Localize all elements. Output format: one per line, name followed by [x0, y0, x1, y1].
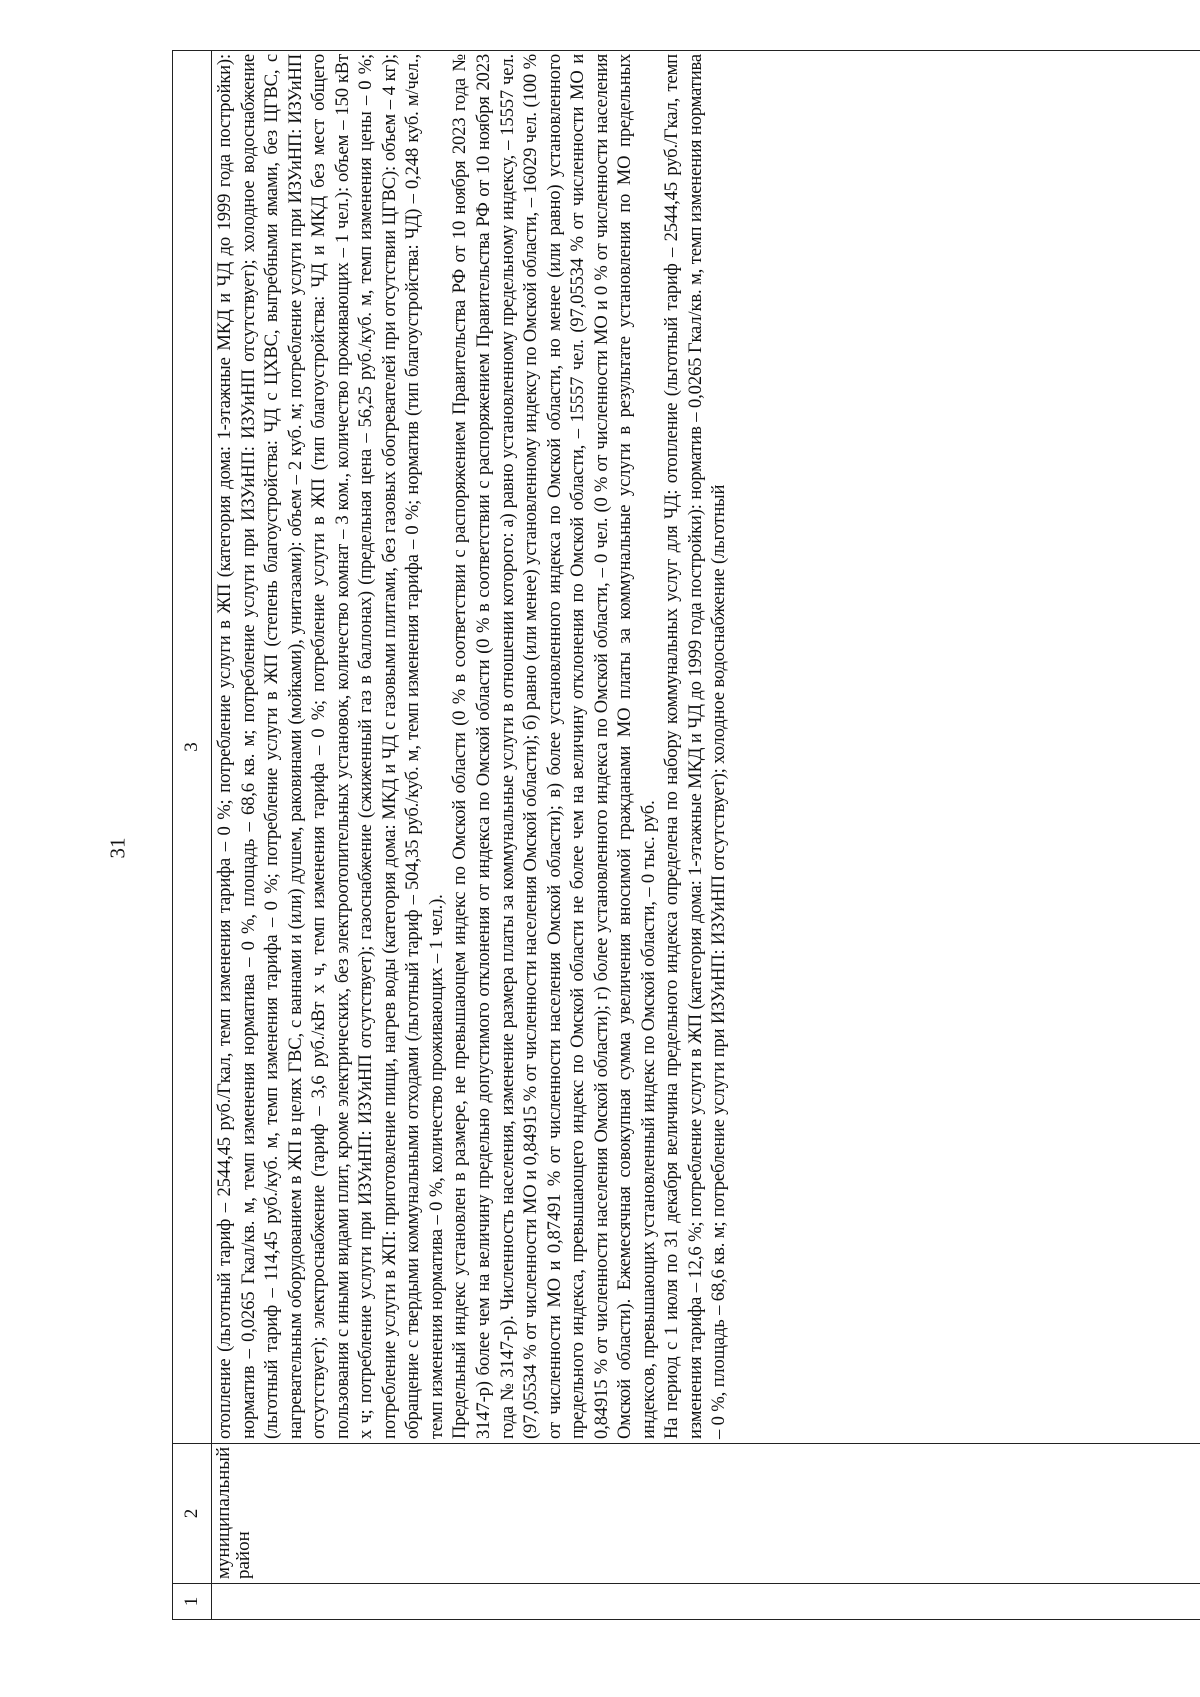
- paragraph-utilities-set-1: отопление (льготный тариф – 2544,45 руб./Гкал, темп изменения тарифа – 0 %; потребление услуги в ЖП (категория дома: 1-этажные МКД и ЧД до 1999 года постройки): норматив – 0,0265 Гкал/кв. м, темп изменения норматива – 0 %, площадь – 68,6 кв. м; потребление услуги при ИЗУиНП: ИЗУиНП отсутствует); холодное водоснабжение (льготный тариф – 114,45 руб./куб. м, темп изменения тарифа – 0 %; потребление услуги в ЖП (степень благоустройства: ЧД с ЦХВС, выгребными ямами, без ЦГВС, с нагревательным оборудованием в ЖП в целях ГВС, с ваннами и (или) душем, раковинами (мойками), унитазами): объем – 2 куб. м; потребление услуги при ИЗУиНП: ИЗУиНП отсутствует); электроснабжение (тариф – 3,6 руб./кВт х ч, темп изменения тарифа – 0 %; потребление услуги в ЖП (тип благоустройства: ЧД и МКД без мест общего пользования с иными видами плит, кроме электрических, без электроотопительных установок, количество комнат – 3 ком., количество проживающих – 1 чел.): объем – 150 кВт х ч; потребление услуги при ИЗУиНП: ИЗУиНП отсутствует); газоснабжение (сжиженный газ в баллонах) (предельная цена – 56,25 руб./куб. м, темп изменения цены – 0 %; потребление услуги в ЖП: приготовление пищи, нагрев воды (категория дома: МКД и ЧД с газовыми плитами, без газовых обогревателей при отсутствии ЦГВС): объем – 4 кг); обращение с твердыми коммунальными отходами (льготный тариф – 504,35 руб./куб. м, темп изменения тарифа – 0 %; норматив (тип благоустройства: ЧД) – 0,248 куб. м/чел., темп изменения норматива – 0 %, количество проживающих – 1 чел.).: [214, 54, 447, 1439]
- header-row: [173, 51, 212, 1620]
- indices-table: [172, 50, 1200, 1620]
- cell-district: муниципальный район: [212, 1444, 1200, 1584]
- column-header-1: 1: [173, 1584, 212, 1620]
- table-row: [212, 51, 1200, 1620]
- column-header-3: 3: [173, 51, 212, 1444]
- cell-number: [212, 1584, 1200, 1620]
- rotated-table-container: [172, 50, 1200, 1620]
- paragraph-utilities-set-2: На период с 1 июля по 31 декабря величина предельного индекса определена по набору коммунальных услуг для ЧД: отопление (льготный тариф – 2544,45 руб./Гкал, темп изменения тарифа – 12,6 %; потребление услуги в ЖП (категория дома: 1-этажные МКД и ЧД до 1999 года постройки): норматив – 0,0265 Гкал/кв. м, темп изменения норматива – 0 %, площадь – 68,6 кв. м; потребление услуги при ИЗУиНП: ИЗУиНП отсутствует); холодное водоснабжение (льготный: [661, 54, 730, 1439]
- paragraph-index-statistics: Предельный индекс установлен в размере, не превышающем индекс по Омской области (0 % в соответствии с распоряжением Правительства РФ от 10 ноября 2023 года № 3147-р) более чем на величину предельно допустимого отклонения от индекса по Омской области (0 % в соответствии с распоряжением Правительства РФ от 10 ноября 2023 года № 3147-р). Численность населения, изменение размера платы за коммунальные услуги в отношении которого: а) равно установленному предельному индексу, – 15557 чел. (97,05534 % от численности МО и 0,84915 % от численности населения Омской области); б) равно (или менее) установленному индексу по Омской области, – 16029 чел. (100 % от численности МО и 0,87491 % от численности населения Омской области); в) более установленного индекса по Омской области, но менее (или равно) установленного предельного индекса, превышающего индекс по Омской области не более чем на величину отклонения по Омской области, – 15557 чел. (97,05534 % от численности МО и 0,84915 % от численности населения Омской области); г) более установленного индекса по Омской области, – 0 чел. (0 % от численности МО и 0 % от численности населения Омской области). Ежемесячная совокупная сумма увеличения вносимой гражданами МО платы за коммунальные услуги в результате установления по МО предельных индексов, превышающих установленный индекс по Омской области, – 0 тыс. руб.: [449, 54, 659, 1439]
- cell-description: [212, 51, 1200, 1444]
- page-number: 31: [105, 837, 130, 859]
- column-header-2: 2: [173, 1444, 212, 1584]
